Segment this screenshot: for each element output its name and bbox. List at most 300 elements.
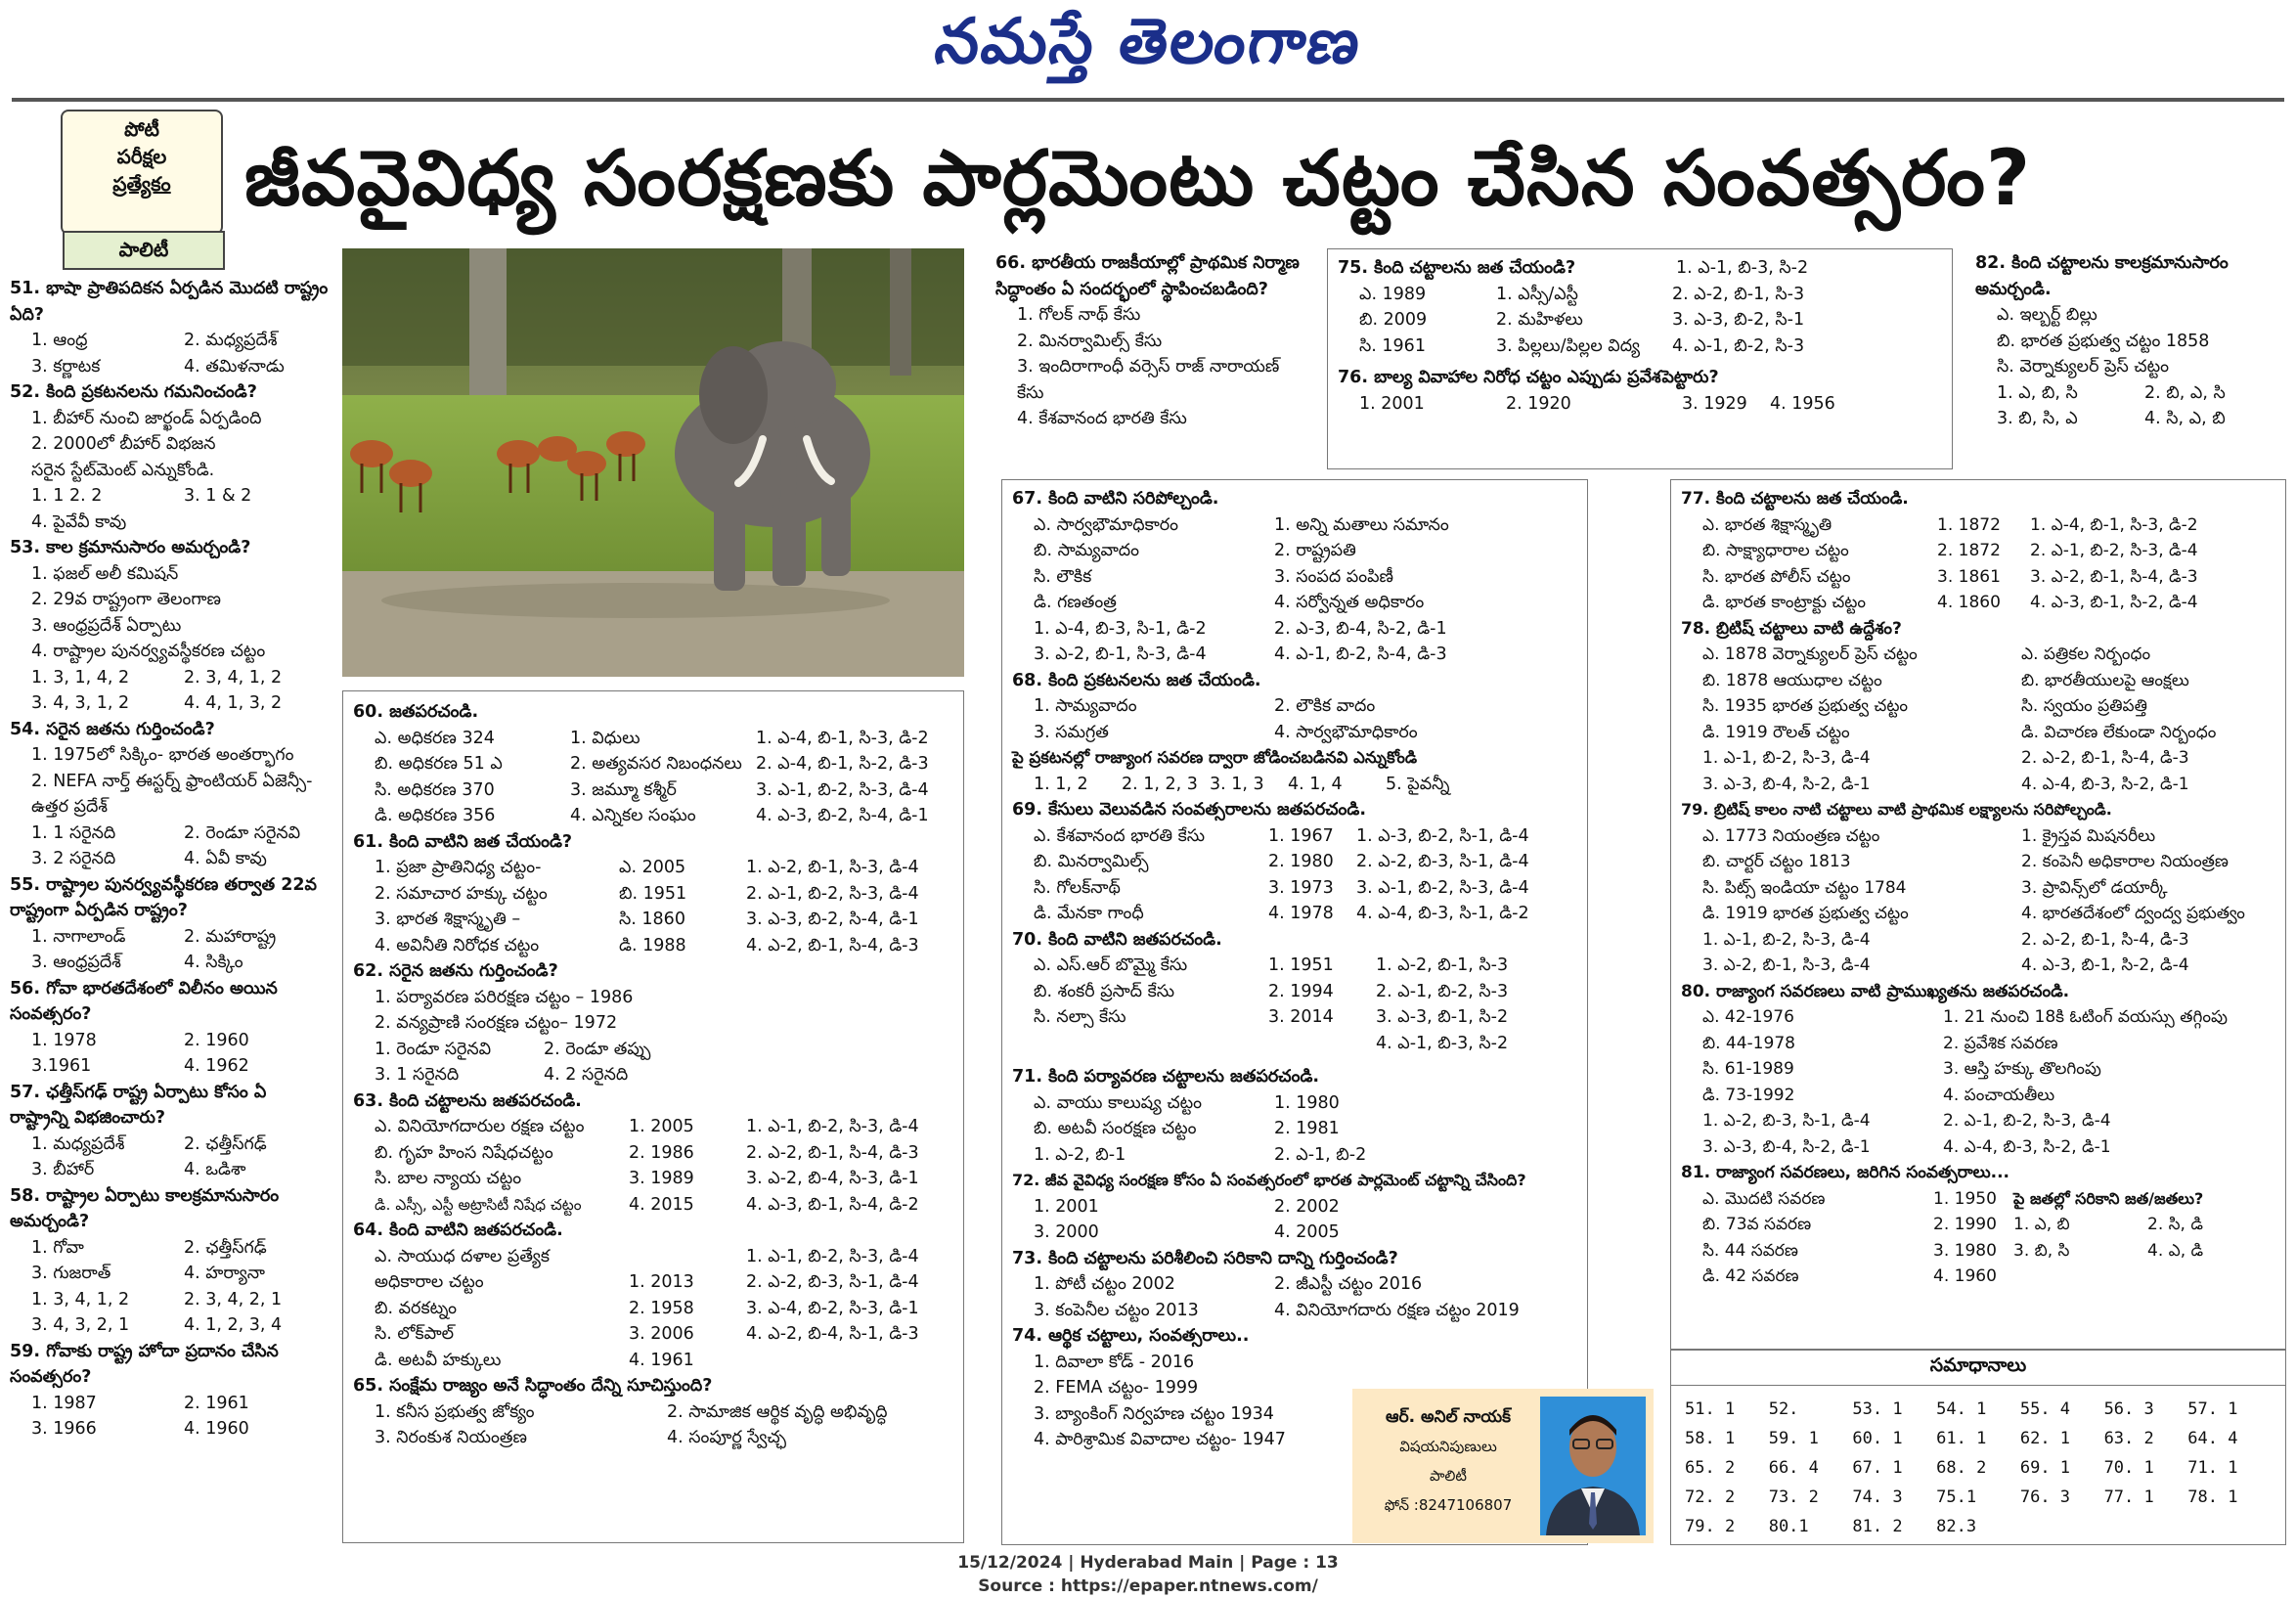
match-item: 2. కంపెనీ అధికారాల నియంత్రణ — [2021, 852, 2229, 871]
option: 2. ఎ-2, బి-1, సి-4, డి-3 — [746, 1142, 919, 1163]
statement: 4. రాష్ట్రాల పునర్వ్యవస్థీకరణ చట్టం — [31, 642, 266, 661]
question-54 — [10, 717, 331, 872]
option: 1. 2001 — [1359, 393, 1425, 414]
answer-item: 75.1 — [1936, 1487, 1977, 1507]
option: 2. ఎ-1, బి-2, సి-3, డి-4 — [2030, 541, 2198, 560]
option: 4. 1, 4 — [1288, 774, 1343, 794]
option: 3. ఎ-4, బి-2, సి-3, డి-1 — [746, 1298, 919, 1318]
statement: సరైన స్టేట్‌మెంట్ ఎన్నుకోండి. — [31, 460, 215, 480]
match-item: 1. ప్రజా ప్రాతినిధ్య చట్టం- — [375, 858, 542, 877]
author-profile — [1352, 1389, 1654, 1543]
answer-item: 74. 3 — [1852, 1487, 1903, 1507]
match-item: 4. ఎన్నికల సంఘం — [570, 806, 696, 825]
match-item: సి. అధికరణ 370 — [375, 779, 495, 800]
question-61 — [353, 829, 953, 959]
option: 4. ఎ-3, బి-1, సి-2, డి-4 — [2021, 955, 2189, 975]
answer-item: 69. 1 — [2019, 1458, 2071, 1478]
option: 3. బ్యాంకింగ్ నిర్వహణ చట్టం 1934 — [1034, 1403, 1274, 1424]
option: 4. తమిళనాడు — [184, 356, 285, 377]
match-item: 1. 21 నుంచి 18కి ఓటింగ్ వయస్సు తగ్గింపు — [1943, 1007, 2228, 1027]
statement: 1. పర్యావరణ పరిరక్షణ చట్టం – 1986 — [375, 987, 634, 1007]
option: 1. ఎ-4, బి-3, సి-1, డి-2 — [1034, 618, 1207, 639]
answer-item: 63. 2 — [2103, 1429, 2154, 1448]
answer-item: 55. 4 — [2019, 1399, 2071, 1419]
option: 2. మహారాష్ట్ర — [184, 926, 277, 947]
masthead — [0, 0, 2296, 94]
question-text: 80. రాజ్యాంగ సవరణలు వాటి ప్రాముఖ్యతను జతపరచండి. — [1681, 981, 2070, 1001]
match-item: 1. 1967 — [1268, 825, 1334, 846]
question-text: 81. రాజ్యాంగ సవరణలు, జరిగిన సంవత్సరాలు... — [1681, 1163, 2009, 1182]
question-text: 73. కింది చట్టాలను పరిశీలించి సరికాని దాన్ని గుర్తించండి? — [1012, 1248, 1398, 1268]
author-subject: పాలిటీ — [1429, 1467, 1468, 1485]
answer-item: 80.1 — [1768, 1517, 1809, 1536]
match-item: 3. పిల్లలు/పిల్లల విద్య — [1496, 335, 1640, 356]
match-item: 1. 1872 — [1937, 514, 2001, 535]
option: 4. హర్యానా — [184, 1264, 265, 1283]
match-item: బి. సాక్ష్యాధారాల చట్టం — [1702, 541, 1849, 560]
answer-item: 57. 1 — [2187, 1399, 2238, 1419]
answer-item: 52. — [1768, 1399, 1799, 1419]
question-55 — [10, 872, 331, 976]
match-item: 3. ఆస్తి హక్కు తొలగింపు — [1943, 1059, 2101, 1079]
question-text: 82. కింది చట్టాలను కాలక్రమానుసారం అమర్చండి. — [1975, 253, 2229, 299]
answer-item: 77. 1 — [2103, 1487, 2154, 1507]
option: 4. ఎ-4, బి-3, సి-1, డి-2 — [1356, 904, 1529, 923]
answer-item: 70. 1 — [2103, 1458, 2154, 1478]
match-item: సి. 1961 — [1359, 335, 1426, 356]
answer-item: 76. 3 — [2019, 1487, 2071, 1507]
answer-item: 54. 1 — [1936, 1399, 1987, 1419]
option: 4. ఎ-3, బి-1, సి-2, డి-4 — [2030, 593, 2198, 612]
question-text: 63. కింది చట్టాలను జతపరచండి. — [353, 1090, 582, 1111]
match-item: డి. 1988 — [619, 935, 686, 955]
option: 4. పైవేవీ కావు — [31, 511, 127, 532]
option: 1. ఎ-2, బి-1 — [1034, 1144, 1126, 1165]
question-text: 72. జీవ వైవిధ్య సంరక్షణ కోసం ఏ సంవత్సరంలో భారత పార్లమెంట్ చట్టాన్ని చేసింది? — [1012, 1171, 1526, 1189]
option: 3. 2000 — [1034, 1222, 1099, 1242]
question-63 — [353, 1088, 953, 1219]
match-item: సి. స్వయం ప్రతిపత్తి — [2021, 696, 2147, 716]
match-item: బి. చార్టర్ చట్టం 1813 — [1702, 852, 1851, 871]
match-item: బి. 73వ సవరణ — [1702, 1215, 1812, 1234]
match-item: సి. 44 సవరణ — [1702, 1240, 1798, 1261]
match-item: 2. 1981 — [1274, 1119, 1340, 1138]
match-item: ఎ. 42-1976 — [1702, 1007, 1794, 1027]
match-item: 2. 1994 — [1268, 981, 1334, 1001]
elephant-photo — [342, 248, 964, 677]
question-81 — [1681, 1160, 2275, 1290]
option: 2. మధ్యప్రదేశ్ — [184, 331, 278, 350]
answer-item: 60. 1 — [1852, 1429, 1903, 1448]
question-text: 66. భారతీయ రాజకీయాల్లో ప్రాథమిక నిర్మాణ సిద్ధాంతం ఏ సందర్భంలో స్థాపించబడింది? — [995, 253, 1300, 299]
option: 1. రెండూ సరైనవి — [375, 1039, 492, 1059]
option: 4. ఒడిశా — [184, 1160, 246, 1179]
option: 2. జీఎస్టీ చట్టం 2016 — [1274, 1274, 1423, 1294]
match-item: బి. 2009 — [1359, 310, 1428, 330]
option: 4. ఎ-3, బి-2, సి-4, డి-1 — [756, 806, 929, 825]
option: 1. ఎ-3, బి-2, సి-1, డి-4 — [1356, 825, 1529, 846]
option: 2. ఎ-2, బి-3, సి-1, డి-4 — [1356, 852, 1529, 871]
answer-item: 66. 4 — [1768, 1458, 1819, 1478]
match-item: 3. 2006 — [629, 1324, 694, 1344]
question-text: 61. కింది వాటిని జత చేయండి? — [353, 831, 573, 852]
option: 3. ఎ-3, బి-4, సి-2, డి-1 — [1702, 1136, 1871, 1157]
option: 4. వినియోగదారు రక్షణ చట్టం 2019 — [1274, 1300, 1520, 1320]
option: 3. బి, సి — [2013, 1240, 2070, 1261]
option: 4. 2 సరైనది — [544, 1065, 629, 1085]
option: 1. ఎ-2, బి-1, సి-3, డి-4 — [746, 858, 919, 877]
match-item: సి. పిట్స్ ఇండియా చట్టం 1784 — [1702, 877, 1907, 898]
option: 4. 1, 2, 3, 4 — [184, 1315, 283, 1335]
question-text: 65. సంక్షేమ రాజ్యం అనే సిద్ధాంతం దేన్ని సూచిస్తుంది? — [353, 1376, 713, 1396]
match-item: 2. 1986 — [629, 1142, 694, 1163]
option: 3. బీహార్ — [31, 1160, 95, 1179]
option: 1. 1987 — [31, 1393, 97, 1413]
option: 1. ఎ-1, బి-3, సి-2 — [1676, 258, 1809, 278]
option: 1. గోలక్ నాథ్ కేసు — [1017, 305, 1141, 325]
answer-item: 68. 2 — [1936, 1458, 1987, 1478]
match-item: 3. ప్రావిన్స్‌లో డయార్కీ — [2021, 877, 2168, 898]
match-item: డి. 1919 భారత ప్రభుత్వ చట్టం — [1702, 904, 1909, 923]
match-item: సి. లోక్‌పాల్ — [375, 1324, 455, 1344]
option: 3. ఇందిరాగాంధీ వర్సెస్ రాజ్ నారాయణ్ కేసు — [1017, 357, 1280, 403]
option: 4. 2005 — [1274, 1222, 1340, 1242]
question-text: 54. సరైన జతను గుర్తించండి? — [10, 719, 215, 739]
option: 4. ఎ-4, బి-3, సి-2, డి-1 — [1943, 1136, 2111, 1157]
match-item: బి. సామ్యవాదం — [1034, 541, 1140, 560]
questions-column-2 — [342, 690, 964, 1543]
option: 1. ఎ-1, బి-2, సి-3, డి-4 — [1702, 748, 1871, 768]
statement: 4. సార్వభౌమాధికారం — [1274, 722, 1418, 742]
questions-75-76 — [1327, 248, 1953, 469]
author-role: విషయనిపుణులు — [1399, 1438, 1497, 1455]
answers-title: సమాధానాలు — [1671, 1351, 2285, 1386]
match-item: డి. 1919 రౌలత్ చట్టం — [1702, 722, 1850, 742]
option: 1. ఎ-2, బి-1, సి-3 — [1376, 955, 1509, 975]
match-item: 2. అత్యవసర నిబంధనలు — [570, 754, 742, 774]
question-text: 64. కింది వాటిని జతపరచండి. — [353, 1221, 563, 1240]
answer-item: 78. 1 — [2187, 1487, 2238, 1507]
option: 3. ఆంధ్రప్రదేశ్ — [31, 953, 121, 972]
option: 3. 1929 — [1682, 393, 1747, 414]
footer — [0, 1551, 2296, 1598]
match-item: 1. 1980 — [1274, 1092, 1340, 1113]
question-text: 71. కింది పర్యావరణ చట్టాలను జతపరచండి. — [1012, 1067, 1320, 1087]
question-text: 70. కింది వాటిని జతపరచండి. — [1012, 929, 1222, 950]
option: 1. 1, 2 — [1034, 774, 1088, 794]
question-text: 62. సరైన జతను గుర్తించండి? — [353, 961, 558, 981]
question-text: 52. కింది ప్రకటనలను గమనించండి? — [10, 382, 257, 402]
option: 1. ఆంధ్ర — [31, 331, 88, 350]
option: 4. ఎ-4, బి-3, సి-2, డి-1 — [2021, 774, 2189, 794]
question-67 — [1012, 486, 1577, 668]
option: 2. ఛత్తీస్‌గఢ్ — [184, 1237, 267, 1258]
option: 1. ఎ-4, బి-1, సి-3, డి-2 — [756, 728, 929, 748]
subject-tag: పాలిటీ — [63, 231, 225, 270]
option: 3. ఎ-1, బి-2, సి-3, డి-4 — [756, 779, 929, 800]
option: 4. ఏవీ కావు — [184, 849, 267, 868]
option: 4. పారిశ్రామిక వివాదాల చట్టం- 1947 — [1034, 1430, 1286, 1449]
footer-edition: 15/12/2024 | Hyderabad Main | Page : 13 — [957, 1553, 1339, 1573]
match-item: 1. 2013 — [629, 1272, 694, 1292]
question-text: 53. కాల క్రమానుసారం అమర్చండి? — [10, 538, 251, 557]
option: 4. 1962 — [184, 1056, 249, 1076]
option — [746, 1348, 953, 1374]
question-text: 51. భాషా ప్రాతిపదికన ఏర్పడిన మొదటి రాష్ట్రం ఏది? — [10, 279, 329, 325]
match-item: బి. అటవీ సంరక్షణ చట్టం — [1034, 1119, 1197, 1138]
question-52 — [10, 379, 331, 535]
question-text: 58. రాష్ట్రాల ఏర్పాటు కాలక్రమానుసారం అమర్చండి? — [10, 1185, 280, 1231]
question-60 — [353, 699, 953, 829]
match-item: 4. 1961 — [629, 1350, 694, 1370]
match-item: బి. 1878 ఆయుధాల చట్టం — [1702, 670, 1882, 690]
option: 3. ఎ-3, బి-2, సి-1 — [1672, 310, 1805, 330]
option: 1. గోవా — [31, 1237, 84, 1258]
option: 2. ఎ-2, బి-3, సి-1, డి-4 — [746, 1272, 919, 1292]
option: 1. 2001 — [1034, 1196, 1099, 1217]
statement: 1. బీహార్ నుంచి జార్ఖండ్ ఏర్పడింది — [31, 408, 262, 428]
question-text: 59. గోవాకు రాష్ట్ర హోదా ప్రదానం చేసిన సంవత్సరం? — [10, 1341, 279, 1387]
match-item: 1. 1951 — [1268, 955, 1334, 975]
statement: 2. 29వ రాష్ట్రంగా తెలంగాణ — [31, 590, 221, 609]
question-72 — [1012, 1168, 1577, 1246]
statement: సి. వెర్నాక్యులర్ ప్రెస్ చట్టం — [1997, 357, 2169, 377]
option: 4. సిక్కిం — [184, 953, 243, 972]
answer-item: 56. 3 — [2103, 1399, 2154, 1419]
question-82 — [1975, 250, 2286, 432]
answer-item: 59. 1 — [1768, 1429, 1819, 1448]
question-66-block — [995, 250, 1308, 432]
match-item: డి. 73-1992 — [1702, 1085, 1795, 1105]
statement: 2. వన్యప్రాణి సంరక్షణ చట్టం– 1972 — [375, 1013, 618, 1033]
question-text: 60. జతపరచండి. — [353, 702, 479, 722]
question-69 — [1012, 797, 1577, 927]
option: 4. సంపూర్ణ స్వేచ్ఛ — [667, 1428, 787, 1447]
option: 2. 1, 2, 3 — [1122, 774, 1198, 794]
match-item: డి. గణతంత్ర — [1034, 593, 1117, 612]
match-item: 3. జమ్మూ కశ్మీర్ — [570, 779, 677, 800]
match-item: 2. సమాచార హక్కు చట్టం — [375, 883, 548, 904]
question-text: 55. రాష్ట్రాల పునర్వ్యవస్థీకరణ తర్వాత 22వ రాష్ట్రంగా ఏర్పడిన రాష్ట్రం? — [10, 874, 317, 920]
option: 2. 1961 — [184, 1393, 249, 1413]
option: 3. గుజరాత్ — [31, 1264, 111, 1283]
match-item: 1. ఎస్సీ/ఎస్టీ — [1496, 284, 1578, 304]
match-item: బి. అధికరణ 51 ఎ — [375, 754, 503, 774]
match-item: సి. గోలక్‌నాథ్ — [1034, 877, 1121, 898]
headline: జీవవైవిధ్య సంరక్షణకు పార్లమెంటు చట్టం చేసిన సంవత్సరం? — [244, 135, 2032, 223]
option: 2. రెండూ సరైనవి — [184, 822, 301, 843]
match-item: 4. అవినీతి నిరోధక చట్టం — [375, 935, 540, 955]
option: 2. ఎ-1, బి-2, సి-3, డి-4 — [746, 883, 919, 904]
option: 1. కనీస ప్రభుత్వ జోక్యం — [375, 1401, 535, 1422]
option: 1. 1978 — [31, 1030, 97, 1050]
match-item: 1. విధులు — [570, 728, 640, 748]
option: 1. పోటీ చట్టం 2002 — [1034, 1274, 1175, 1294]
question-text: 79. బ్రిటిష్ కాలం నాటి చట్టాలు వాటి ప్రాథమిక లక్ష్యాలను సరిపోల్చండి. — [1681, 800, 2112, 819]
match-item: డి. భారత కాంట్రాక్టు చట్టం — [1702, 593, 1867, 612]
match-item: బి. 1951 — [619, 883, 687, 904]
statement: బి. భారత ప్రభుత్వ చట్టం 1858 — [1997, 331, 2210, 351]
option: 3. బి, సి, ఎ — [1997, 409, 2078, 428]
option: 1. ఎ, బి — [2013, 1215, 2070, 1234]
option: 1. ఎ-1, బి-2, సి-3, డి-4 — [746, 1117, 919, 1136]
match-item: 4. 1960 — [1933, 1266, 1997, 1286]
questions-column-1 — [10, 276, 331, 1443]
question-62 — [353, 958, 953, 1088]
question-text: 67. కింది వాటిని సరిపోల్చండి. — [1012, 489, 1219, 509]
answer-item: 65. 2 — [1685, 1458, 1736, 1478]
option: 3. 4, 3, 1, 2 — [31, 693, 130, 713]
match-item: 4. పంచాయతీలు — [1943, 1085, 2055, 1105]
option: 2. ఎ-1, బి-2, సి-3 — [1376, 981, 1509, 1001]
option: 1. దివాలా కోడ్ - 2016 — [1034, 1352, 1195, 1372]
match-item: ఎ. సార్వభౌమాధికారం — [1034, 514, 1178, 535]
match-item: బి. వరకట్నం — [375, 1298, 457, 1318]
option: 2. ఛత్తీస్‌గఢ్ — [184, 1133, 267, 1154]
match-item: సి. 1935 భారత ప్రభుత్వ చట్టం — [1702, 696, 1909, 716]
option: 2. ఎ-1, బి-2, సి-3, డి-4 — [1943, 1111, 2111, 1131]
question-73 — [1012, 1246, 1577, 1324]
match-item: సి. బాల న్యాయ చట్టం — [375, 1169, 522, 1188]
option: 3. ఎ-3, బి-2, సి-4, డి-1 — [746, 910, 919, 929]
statement: 2. 2000లో బీహార్ విభజన — [31, 434, 216, 454]
match-item: డి. అధికరణ 356 — [375, 806, 496, 825]
question-59 — [10, 1339, 331, 1443]
option: 1. 3, 4, 1, 2 — [31, 1289, 130, 1309]
answer-item: 53. 1 — [1852, 1399, 1903, 1419]
option: 2. రెండూ తప్పు — [544, 1039, 651, 1059]
statement: ఎ. ఇల్బర్ట్ బిల్లు — [1997, 305, 2097, 325]
option: 1. ఎ-1, బి-2, సి-3, డి-4 — [746, 1246, 919, 1266]
match-item: డి. మేనకా గాంధీ — [1034, 904, 1144, 923]
match-item: బి. శంకరీ ప్రసాద్ కేసు — [1034, 981, 1175, 1001]
option: 3. 1, 3 — [1210, 774, 1264, 794]
question-text: 75. కింది చట్టాలను జత చేయండి? — [1338, 258, 1576, 278]
match-item: 1. అన్ని మతాలు సమానం — [1274, 514, 1449, 535]
question-70 — [1012, 927, 1577, 1057]
match-item — [629, 1244, 746, 1270]
match-item: 4. సర్వోన్నత అధికారం — [1274, 593, 1425, 612]
option: 3. 4, 3, 2, 1 — [31, 1315, 130, 1335]
statement: 1. 1975లో సిక్కిం- భారత అంతర్భాగం — [31, 745, 294, 765]
option: 2. 1960 — [184, 1030, 249, 1050]
match-item: సి. నల్సా కేసు — [1034, 1007, 1126, 1027]
match-item: బి. 44-1978 — [1702, 1033, 1795, 1053]
answer-item: 72. 2 — [1685, 1487, 1736, 1507]
match-item: ఎ. కేశవానంద భారతి కేసు — [1034, 825, 1206, 846]
option: 4. ఎ-2, బి-4, సి-1, డి-3 — [746, 1324, 919, 1344]
match-item: అధికారాల చట్టం — [375, 1272, 484, 1292]
match-item: సి. భారత పోలీస్ చట్టం — [1702, 566, 1851, 587]
statement: 2. లౌకిక వాదం — [1274, 696, 1376, 716]
option: 2. సామాజిక ఆర్థిక వృద్ధి అభివృద్ధి — [667, 1401, 888, 1422]
option: 4. 1956 — [1770, 393, 1835, 414]
answer-item: 64. 4 — [2187, 1429, 2238, 1448]
option: 4. ఎ-1, బి-2, సి-3 — [1672, 335, 1805, 356]
match-item: ఎ. వినియోగదారుల రక్షణ చట్టం — [375, 1117, 585, 1136]
question-53 — [10, 535, 331, 717]
option: 5. పైవన్నీ — [1386, 774, 1450, 794]
option: 3. కర్ణాటక — [31, 356, 101, 377]
question-71 — [1012, 1064, 1577, 1168]
question-text: 57. ఛత్తీస్‌గఢ్ రాష్ట్ర ఏర్పాటు కోసం ఏ రాష్ట్రాన్ని విభజించారు? — [10, 1082, 267, 1128]
match-item: 1. 2005 — [629, 1117, 694, 1136]
match-item: ఎ. సాయుధ దళాల ప్రత్యేక — [375, 1246, 550, 1266]
match-item: డి. 42 సవరణ — [1702, 1266, 1799, 1286]
match-item: సి. లౌకిక — [1034, 566, 1092, 587]
option: 3. ఎ-1, బి-2, సి-3, డి-4 — [1356, 877, 1529, 898]
option: 1. ఎ, బి, సి — [1997, 382, 2078, 403]
option: 1. ఎ-4, బి-1, సి-3, డి-2 — [2030, 514, 2198, 535]
option: 3. ఎ-3, బి-1, సి-2 — [1376, 1007, 1509, 1027]
answer-item: 51. 1 — [1685, 1399, 1736, 1419]
match-item: 2. 1872 — [1937, 541, 2001, 560]
match-item: 3. 1989 — [629, 1169, 694, 1188]
answer-item: 62. 1 — [2019, 1429, 2071, 1448]
option: 2. 3, 4, 1, 2 — [184, 667, 283, 688]
option: 3. కంపెనీల చట్టం 2013 — [1034, 1300, 1199, 1320]
answer-item: 67. 1 — [1852, 1458, 1903, 1478]
questions-column-3 — [1001, 479, 1588, 1545]
option: 2. సి, డి — [2147, 1215, 2203, 1234]
question-text: పై జతల్లో సరికాని జత/జతలు? — [2013, 1188, 2204, 1208]
match-item: డి. విచారణ లేకుండా నిర్బంధం — [2021, 722, 2217, 742]
answer-item: 79. 2 — [1685, 1517, 1736, 1536]
question-51 — [10, 276, 331, 379]
answer-item: 71. 1 — [2187, 1458, 2238, 1478]
option: 3. 2 సరైనది — [31, 849, 116, 868]
option: 4. ఎ-2, బి-1, సి-4, డి-3 — [746, 935, 919, 955]
questions-column-5 — [1670, 479, 2286, 1350]
option: 2. 3, 4, 2, 1 — [184, 1289, 283, 1309]
match-item: 4. 2015 — [629, 1194, 694, 1215]
option: 2. FEMA చట్టం- 1999 — [1034, 1378, 1199, 1398]
match-item: 2. మహిళలు — [1496, 310, 1583, 330]
match-item: 3. సంపద పంపిణీ — [1274, 566, 1393, 587]
match-item: ఎ. పత్రికల నిర్బంధం — [2021, 644, 2151, 664]
option: 3. 1966 — [31, 1419, 97, 1439]
question-78 — [1681, 616, 2275, 798]
match-item: ఎ. 1989 — [1359, 284, 1427, 304]
question-64 — [353, 1218, 953, 1373]
option: 1. మధ్యప్రదేశ్ — [31, 1133, 125, 1154]
option: 2. బి, ఎ, సి — [2144, 382, 2226, 403]
option: 2. 2002 — [1274, 1196, 1340, 1217]
option: 1. 1 సరైనది — [31, 822, 116, 843]
option: 3. ఎ-2, బి-4, సి-3, డి-1 — [746, 1169, 919, 1188]
author-name: ఆర్. అనిల్ నాయక్ — [1386, 1407, 1511, 1427]
answer-item: 82.3 — [1936, 1517, 1977, 1536]
question-65 — [353, 1373, 953, 1451]
question-text: 69. కేసులు వెలువడిన సంవత్సరాలను జతపరచండి. — [1012, 800, 1366, 820]
match-item: ఎ. భారత శిక్షాస్మృతి — [1702, 514, 1832, 535]
option: 3. ఎ-2, బి-1, సి-4, డి-3 — [2030, 566, 2198, 587]
match-item: ఎ. 1773 నియంత్రణ చట్టం — [1702, 825, 1880, 846]
match-item: బి. మినర్వామిల్స్ — [1034, 852, 1149, 871]
question-text: 78. బ్రిటిష్ చట్టాలు వాటి ఉద్దేశం? — [1681, 618, 1902, 639]
question-68 — [1012, 668, 1577, 798]
option: 2. ఎ-3, బి-4, సి-2, డి-1 — [1274, 618, 1447, 639]
masthead-logo: నమస్తే తెలంగాణ — [931, 6, 1367, 78]
question-58 — [10, 1183, 331, 1339]
question-57 — [10, 1080, 331, 1183]
match-item: ఎ. 1878 వెర్నాక్యులర్ ప్రెస్ చట్టం — [1702, 644, 1918, 664]
match-item: 3. భారత శిక్షాస్మృతి – — [375, 910, 521, 929]
match-item: 4. 1978 — [1268, 904, 1334, 923]
match-item: 2. ప్రవేశిక సవరణ — [1943, 1033, 2058, 1053]
option: 2. ఎ-4, బి-1, సి-2, డి-3 — [756, 754, 929, 774]
question-56 — [10, 976, 331, 1080]
